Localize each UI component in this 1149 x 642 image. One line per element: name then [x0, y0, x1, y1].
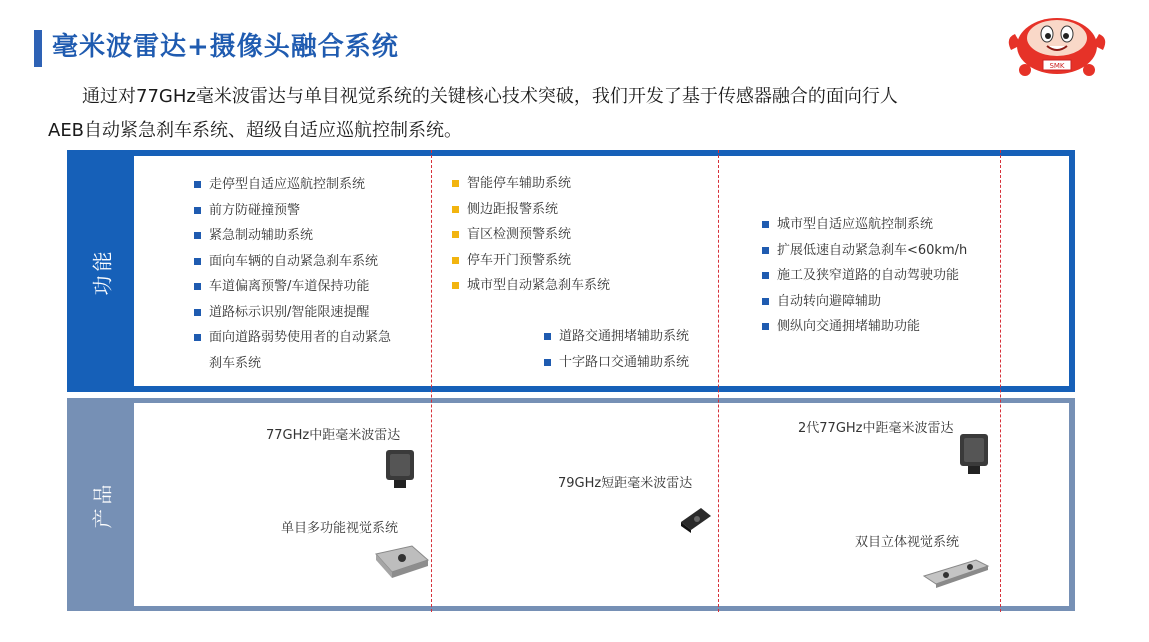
- list-item: 十字路口交通辅助系统: [544, 350, 689, 376]
- function-list-col1: [194, 172, 391, 351]
- intro-paragraph: [48, 80, 1078, 148]
- list-item: 紧急制动辅助系统: [194, 223, 391, 249]
- list-item: 车道偏离预警/车道保持功能: [194, 274, 391, 300]
- radar-79ghz-image: [677, 504, 715, 534]
- radar-77ghz-image: [382, 448, 418, 490]
- product-panel-label: 产品: [90, 480, 114, 529]
- list-item: 道路标示识别/智能限速提醒: [194, 300, 391, 326]
- list-item: 城市型自动紧急刹车系统: [452, 273, 610, 299]
- list-item-continuation: 刹车系统: [209, 356, 262, 371]
- function-panel-label: 功能: [90, 247, 114, 295]
- list-item: 自动转向避障辅助: [762, 289, 967, 315]
- stereo-camera-image: [920, 554, 992, 588]
- product-label: 2代77GHz中距毫米波雷达: [798, 421, 954, 436]
- list-item: 停车开门预警系统: [452, 248, 610, 274]
- page-title: 毫米波雷达+摄像头融合系统: [52, 32, 399, 62]
- intro-line-2: AEB自动紧急刹车系统、超级自适应巡航控制系统。: [48, 120, 463, 141]
- list-item: 城市型自适应巡航控制系统: [762, 212, 967, 238]
- column-divider: [718, 150, 719, 612]
- list-item: 面向车辆的自动紧急刹车系统: [194, 249, 391, 275]
- list-item: 扩展低速自动紧急刹车<60km/h: [762, 238, 967, 264]
- smk-mascot-logo: [1003, 8, 1111, 78]
- intro-line-1: 通过对77GHz毫米波雷达与单目视觉系统的关键核心技术突破，我们开发了基于传感器融合的面向行人: [82, 86, 898, 107]
- column-divider: [1000, 150, 1001, 612]
- function-list-col2: [452, 171, 610, 299]
- product-label: 77GHz中距毫米波雷达: [266, 428, 401, 443]
- function-list-col2b: [544, 324, 689, 375]
- mono-camera-image: [372, 540, 432, 580]
- function-list-col3: [762, 212, 967, 340]
- list-item: 侧纵向交通拥堵辅助功能: [762, 314, 967, 340]
- product-label: 79GHz短距毫米波雷达: [558, 476, 693, 491]
- logo-text: SMK: [1049, 62, 1065, 70]
- product-label: 单目多功能视觉系统: [281, 521, 399, 536]
- product-label: 双目立体视觉系统: [855, 535, 960, 550]
- list-item: 侧边距报警系统: [452, 197, 610, 223]
- list-item: 走停型自适应巡航控制系统: [194, 172, 391, 198]
- radar-77ghz-gen2-image: [956, 432, 992, 476]
- list-item: 前方防碰撞预警: [194, 198, 391, 224]
- list-item: 面向道路弱势使用者的自动紧急: [194, 325, 391, 351]
- title-accent-bar: [34, 30, 42, 67]
- list-item: 智能停车辅助系统: [452, 171, 610, 197]
- list-item: 施工及狭窄道路的自动驾驶功能: [762, 263, 967, 289]
- list-item: 盲区检测预警系统: [452, 222, 610, 248]
- list-item: 道路交通拥堵辅助系统: [544, 324, 689, 350]
